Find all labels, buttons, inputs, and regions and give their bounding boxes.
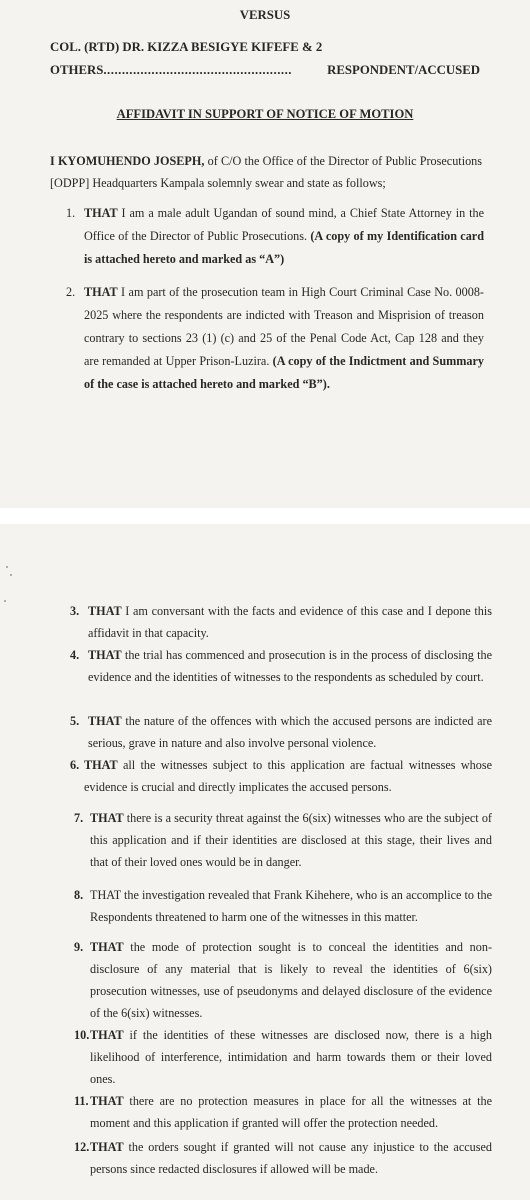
deponent-intro [50,150,482,194]
paragraph-number: 1. [66,206,76,220]
versus-label: VERSUS [239,8,291,22]
affidavit-paragraph [88,710,492,754]
paragraph-number: 12. [74,1140,90,1154]
affidavit-page-2 [0,524,530,1200]
others-label: OTHERS [50,63,104,77]
affidavit-paragraph [88,600,492,644]
affidavit-paragraph [90,807,492,873]
paragraph-text: the nature of the offences with which the accused persons are indicted are serious, grave in nature and also involve personal violence. [88,714,492,750]
scan-speck [4,600,6,602]
paragraph-text: all the witnesses subject to this application are factual witnesses whose evidence is crucial and directly implicates the accused persons. [84,758,492,794]
paragraph-number: 8. [74,888,84,902]
paragraph-number: 2. [66,285,76,299]
paragraph-lead: THAT [88,714,122,728]
respondent-name-line: COL. (RTD) DR. KIZZA BESIGYE KIFEFE & 2 [50,40,323,54]
paragraph-number: 5. [70,714,80,728]
paragraph-text: I am a male adult Ugandan of sound mind, a Chief State Attorney in the Office of the Director of Public Prosecutions. [84,206,484,243]
page-gap [0,508,530,524]
affidavit-paragraph [88,644,492,688]
affidavit-paragraph [90,1136,492,1180]
annexure-note: (A copy of the Indictment and Summary of the case is attached hereto and marked “B”). [84,354,484,391]
affidavit-paragraph [90,1090,492,1134]
leader-dots: ................................................... [103,63,293,77]
paragraph-text: I am conversant with the facts and evidence of this case and I depone this affidavit in that capacity. [88,604,492,640]
paragraph-text: I am part of the prosecution team in High Court Criminal Case No. 0008-2025 where the respondents are indicted with Treason and Misprision of treason contrary to sections 23 (1) (c) and 25 of the Penal Code Act, Cap 128 and they are remanded at Upper Prison-Luzira. [84,285,484,368]
paragraph-lead: THAT [84,758,118,772]
paragraph-number: 7. [74,811,84,825]
paragraph-lead: THAT [88,648,122,662]
document-heading: AFFIDAVIT IN SUPPORT OF NOTICE OF MOTION [116,107,414,121]
respondent-accused-label: RESPONDENT/ACCUSED [327,63,480,77]
paragraph-lead: THAT [84,285,118,299]
affidavit-paragraph [84,281,484,396]
paragraph-text: if the identities of these witnesses are disclosed now, there is a high likelihood of interference, intimidation and harm towards them or their loved ones. [90,1028,492,1086]
paragraph-lead: THAT [90,811,124,825]
affidavit-paragraph [84,754,492,798]
scan-speck [10,574,12,576]
paragraph-lead: THAT [90,1140,124,1154]
respondent-role-line [50,63,480,78]
paragraph-lead: THAT [90,1094,124,1108]
deponent-intro-text: of C/O the Office of the Director of Public Prosecutions [ODPP] Headquarters Kampala solemnly swear and state as follows; [50,154,483,190]
paragraph-number: 6. [70,758,80,772]
affidavit-page-1 [0,0,530,508]
paragraph-number: 3. [70,604,80,618]
paragraph-text: THAT the investigation revealed that Frank Kihehere, who is an accomplice to the Respondents threatened to harm one of the witnesses in this matter. [90,888,492,924]
paragraph-lead: THAT [90,940,124,954]
scan-speck [6,566,8,568]
paragraph-number: 9. [74,940,84,954]
paragraph-number: 10. [74,1028,90,1042]
paragraph-number: 11. [74,1094,89,1108]
paragraph-text: there are no protection measures in place for all the witnesses at the moment and this application if granted will offer the protection needed. [90,1094,492,1130]
paragraph-lead: THAT [88,604,122,618]
paragraph-text: the mode of protection sought is to conceal the identities and non-disclosure of any material that is likely to reveal the identities of 6(six) prosecution witnesses, use of pseudonyms and delayed disclosure of the evidence of the 6(six) witnesses. [90,940,492,1020]
affidavit-paragraph [90,1024,492,1090]
deponent-name: I KYOMUHENDO JOSEPH, [50,154,205,168]
affidavit-paragraph [84,202,484,271]
affidavit-paragraph [90,884,492,928]
annexure-note: (A copy of my Identification card is attached hereto and marked as “A”) [84,229,484,266]
paragraph-text: the orders sought if granted will not cause any injustice to the accused persons since redacted disclosures if allowed will be made. [90,1140,492,1176]
paragraph-text: the trial has commenced and prosecution is in the process of disclosing the evidence and the identities of witnesses to the respondents as scheduled by court. [88,648,492,684]
paragraph-lead: THAT [84,206,118,220]
paragraph-number: 4. [70,648,80,662]
paragraph-text: there is a security threat against the 6(six) witnesses who are the subject of this application and if their identities are disclosed at this stage, their lives and that of their loved ones would be in danger. [90,811,492,869]
affidavit-paragraph [90,936,492,1024]
paragraph-lead: THAT [90,1028,124,1042]
